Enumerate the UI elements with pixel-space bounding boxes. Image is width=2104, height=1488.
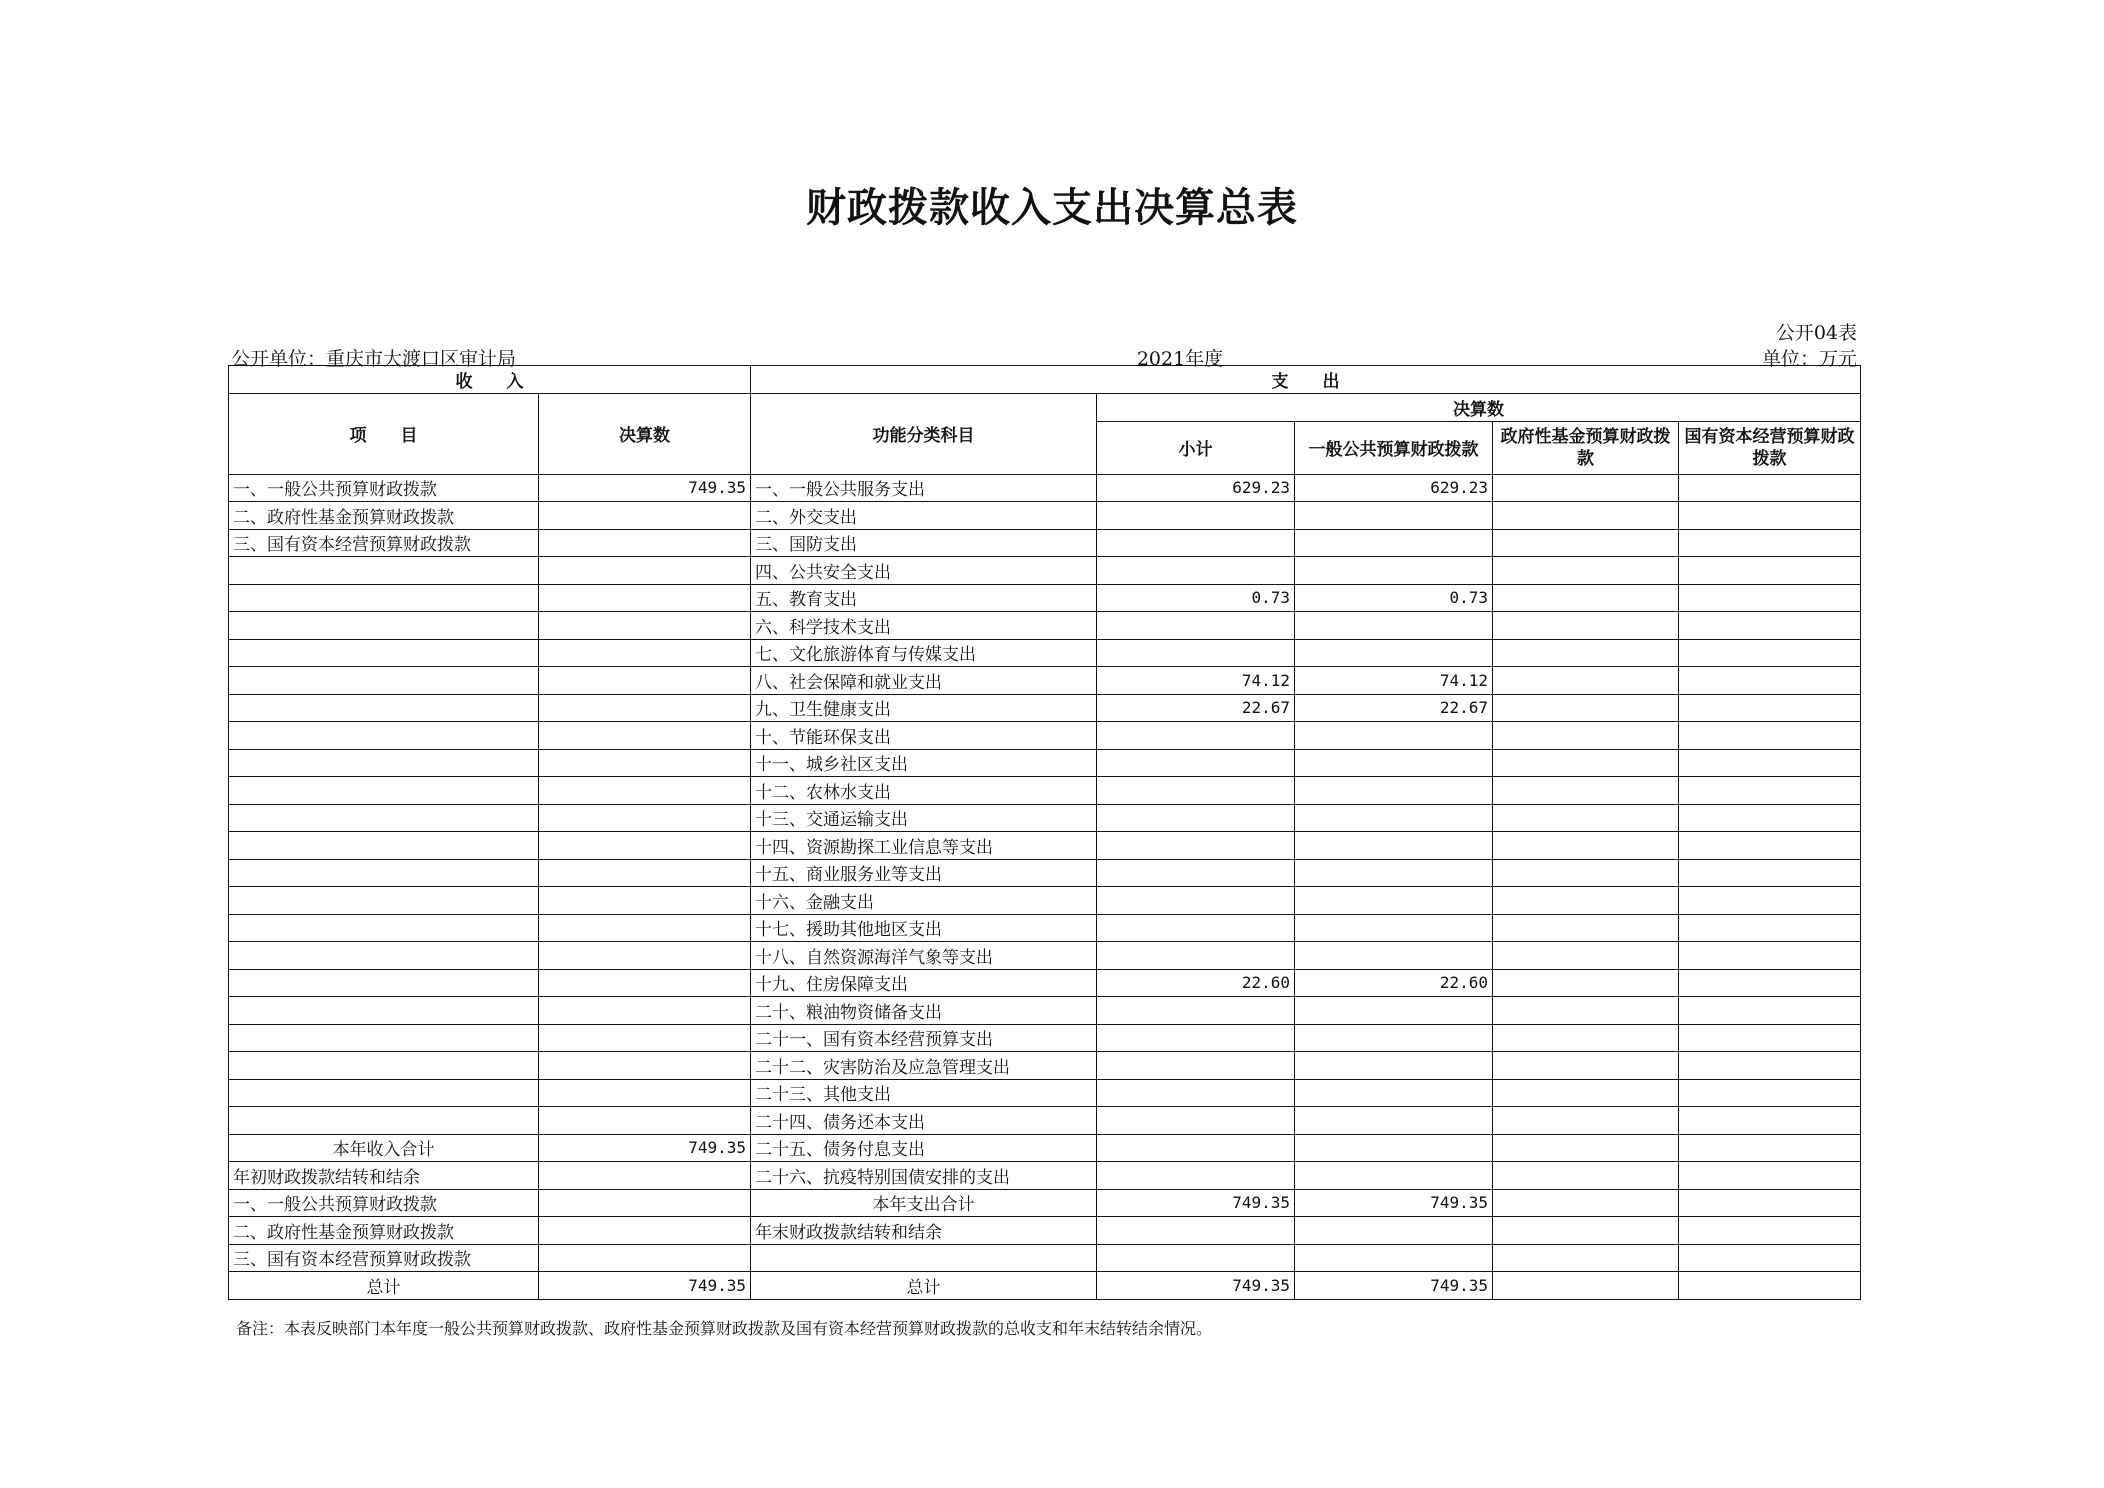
- expense-category-cell: 十八、自然资源海洋气象等支出: [751, 942, 1097, 970]
- income-item-cell: 二、政府性基金预算财政拨款: [229, 502, 539, 530]
- capital-budget-header: 国有资本经营预算财政拨款: [1679, 421, 1861, 474]
- subtotal-cell: [1097, 997, 1295, 1025]
- table-row: [229, 639, 1861, 667]
- income-item-cell: 一、一般公共预算财政拨款: [229, 1189, 539, 1217]
- subtotal-cell: [1097, 639, 1295, 667]
- fund-budget-cell: [1493, 639, 1679, 667]
- general-budget-cell: [1295, 804, 1493, 832]
- capital-budget-cell: [1679, 557, 1861, 585]
- expense-category-cell: 九、卫生健康支出: [751, 694, 1097, 722]
- fund-budget-cell: [1493, 474, 1679, 502]
- general-budget-header: 一般公共预算财政拨款: [1295, 421, 1493, 474]
- fund-budget-cell: [1493, 612, 1679, 640]
- capital-budget-cell: [1679, 1189, 1861, 1217]
- expense-category-cell: 三、国防支出: [751, 529, 1097, 557]
- general-budget-cell: [1295, 887, 1493, 915]
- expense-category-cell: 一、一般公共服务支出: [751, 474, 1097, 502]
- subtotal-cell: [1097, 887, 1295, 915]
- general-budget-cell: [1295, 942, 1493, 970]
- table-row: [229, 1107, 1861, 1135]
- fund-budget-cell: [1493, 749, 1679, 777]
- subtotal-cell: [1097, 1107, 1295, 1135]
- table-row: [229, 667, 1861, 695]
- general-budget-cell: [1295, 749, 1493, 777]
- fund-budget-cell: [1493, 1189, 1679, 1217]
- income-item-cell: [229, 942, 539, 970]
- table-row: [229, 612, 1861, 640]
- table-row: [229, 1024, 1861, 1052]
- fund-budget-cell: [1493, 529, 1679, 557]
- capital-budget-cell: [1679, 749, 1861, 777]
- subtotal-cell: [1097, 749, 1295, 777]
- expense-category-cell: 本年支出合计: [751, 1189, 1097, 1217]
- fund-budget-cell: [1493, 859, 1679, 887]
- table-row: [229, 1244, 1861, 1272]
- subtotal-cell: [1097, 1244, 1295, 1272]
- subtotal-cell: [1097, 1134, 1295, 1162]
- expense-category-cell: 二十三、其他支出: [751, 1079, 1097, 1107]
- capital-budget-cell: [1679, 777, 1861, 805]
- fund-budget-cell: [1493, 1244, 1679, 1272]
- function-category-header: 功能分类科目: [751, 393, 1097, 474]
- subtotal-cell: [1097, 777, 1295, 805]
- general-budget-cell: [1295, 639, 1493, 667]
- fund-budget-cell: [1493, 1024, 1679, 1052]
- income-amount-cell: [539, 887, 751, 915]
- income-item-cell: 本年收入合计: [229, 1134, 539, 1162]
- fund-budget-cell: [1493, 557, 1679, 585]
- expense-category-cell: 二、外交支出: [751, 502, 1097, 530]
- income-item-cell: 三、国有资本经营预算财政拨款: [229, 529, 539, 557]
- expense-category-cell: 二十一、国有资本经营预算支出: [751, 1024, 1097, 1052]
- income-amount-cell: [539, 1189, 751, 1217]
- table-row: [229, 749, 1861, 777]
- general-budget-cell: [1295, 1079, 1493, 1107]
- fund-budget-cell: [1493, 667, 1679, 695]
- income-amount-cell: [539, 639, 751, 667]
- income-item-cell: 一、一般公共预算财政拨款: [229, 474, 539, 502]
- capital-budget-cell: [1679, 584, 1861, 612]
- expense-category-cell: 十四、资源勘探工业信息等支出: [751, 832, 1097, 860]
- general-budget-cell: [1295, 1244, 1493, 1272]
- capital-budget-cell: [1679, 859, 1861, 887]
- table-row: [229, 584, 1861, 612]
- income-item-cell: [229, 694, 539, 722]
- income-item-cell: 三、国有资本经营预算财政拨款: [229, 1244, 539, 1272]
- income-item-cell: [229, 749, 539, 777]
- fund-budget-cell: [1493, 887, 1679, 915]
- income-amount-cell: 749.35: [539, 1134, 751, 1162]
- capital-budget-cell: [1679, 1272, 1861, 1300]
- budget-summary-table: [228, 365, 1861, 1300]
- table-row: [229, 1189, 1861, 1217]
- general-budget-cell: [1295, 777, 1493, 805]
- expense-category-cell: 二十五、债务付息支出: [751, 1134, 1097, 1162]
- expense-category-cell: 十九、住房保障支出: [751, 969, 1097, 997]
- fund-budget-cell: [1493, 832, 1679, 860]
- item-header: 项 目: [229, 393, 539, 474]
- capital-budget-cell: [1679, 1244, 1861, 1272]
- income-amount-cell: [539, 722, 751, 750]
- capital-budget-cell: [1679, 914, 1861, 942]
- income-amount-cell: [539, 969, 751, 997]
- amount-header: 决算数: [539, 393, 751, 474]
- income-amount-cell: [539, 557, 751, 585]
- income-item-cell: [229, 804, 539, 832]
- income-amount-cell: [539, 694, 751, 722]
- capital-budget-cell: [1679, 529, 1861, 557]
- table-row: [229, 694, 1861, 722]
- income-item-cell: [229, 722, 539, 750]
- capital-budget-cell: [1679, 887, 1861, 915]
- table-row: [229, 1134, 1861, 1162]
- expense-category-cell: 二十四、债务还本支出: [751, 1107, 1097, 1135]
- income-item-cell: 年初财政拨款结转和结余: [229, 1162, 539, 1190]
- income-item-cell: 总计: [229, 1272, 539, 1300]
- table-body: [229, 474, 1861, 1299]
- expense-category-cell: 十三、交通运输支出: [751, 804, 1097, 832]
- general-budget-cell: [1295, 1107, 1493, 1135]
- expense-category-cell: 十六、金融支出: [751, 887, 1097, 915]
- income-amount-cell: [539, 914, 751, 942]
- subtotal-cell: 22.60: [1097, 969, 1295, 997]
- fund-budget-cell: [1493, 969, 1679, 997]
- subtotal-cell: [1097, 859, 1295, 887]
- table-row: [229, 1272, 1861, 1300]
- general-budget-cell: [1295, 1162, 1493, 1190]
- income-item-cell: [229, 887, 539, 915]
- income-item-cell: [229, 639, 539, 667]
- capital-budget-cell: [1679, 722, 1861, 750]
- table-row: [229, 914, 1861, 942]
- income-item-cell: [229, 1107, 539, 1135]
- fund-budget-cell: [1493, 1079, 1679, 1107]
- general-budget-cell: [1295, 722, 1493, 750]
- income-amount-cell: [539, 1162, 751, 1190]
- income-amount-cell: [539, 832, 751, 860]
- subtotal-cell: 629.23: [1097, 474, 1295, 502]
- fund-budget-cell: [1493, 914, 1679, 942]
- income-amount-cell: [539, 1244, 751, 1272]
- capital-budget-cell: [1679, 1107, 1861, 1135]
- general-budget-cell: [1295, 1217, 1493, 1245]
- table-row: [229, 832, 1861, 860]
- table-row: [229, 474, 1861, 502]
- table-row: [229, 1052, 1861, 1080]
- footnote: 备注：本表反映部门本年度一般公共预算财政拨款、政府性基金预算财政拨款及国有资本经营预算财政拨款的总收支和年末结转结余情况。: [236, 1319, 1213, 1338]
- fund-budget-cell: [1493, 1107, 1679, 1135]
- expense-category-cell: 总计: [751, 1272, 1097, 1300]
- table-row: [229, 997, 1861, 1025]
- table-row: [229, 804, 1861, 832]
- income-item-cell: [229, 612, 539, 640]
- income-amount-cell: [539, 749, 751, 777]
- fund-budget-cell: [1493, 804, 1679, 832]
- income-item-cell: [229, 914, 539, 942]
- subtotal-cell: 749.35: [1097, 1189, 1295, 1217]
- income-amount-cell: [539, 1079, 751, 1107]
- income-header: 收 入: [229, 366, 751, 394]
- capital-budget-cell: [1679, 639, 1861, 667]
- money-unit: 单位：万元: [1761, 348, 1857, 370]
- general-budget-cell: 74.12: [1295, 667, 1493, 695]
- income-amount-cell: [539, 502, 751, 530]
- subtotal-cell: 749.35: [1097, 1272, 1295, 1300]
- income-item-cell: [229, 667, 539, 695]
- expense-category-cell: 十五、商业服务业等支出: [751, 859, 1097, 887]
- table-row: [229, 722, 1861, 750]
- expense-category-cell: 六、科学技术支出: [751, 612, 1097, 640]
- income-amount-cell: [539, 997, 751, 1025]
- subtotal-cell: [1097, 557, 1295, 585]
- capital-budget-cell: [1679, 612, 1861, 640]
- subtotal-cell: [1097, 1162, 1295, 1190]
- table-row: [229, 502, 1861, 530]
- income-amount-cell: [539, 859, 751, 887]
- income-amount-cell: [539, 777, 751, 805]
- income-amount-cell: [539, 1024, 751, 1052]
- income-item-cell: [229, 997, 539, 1025]
- capital-budget-cell: [1679, 1162, 1861, 1190]
- fund-budget-cell: [1493, 777, 1679, 805]
- income-amount-cell: [539, 584, 751, 612]
- form-number: 公开04表: [1775, 322, 1857, 344]
- income-item-cell: [229, 1024, 539, 1052]
- subtotal-cell: [1097, 502, 1295, 530]
- income-amount-cell: [539, 942, 751, 970]
- subtotal-cell: 22.67: [1097, 694, 1295, 722]
- general-budget-cell: [1295, 914, 1493, 942]
- fund-budget-cell: [1493, 694, 1679, 722]
- general-budget-cell: 0.73: [1295, 584, 1493, 612]
- income-amount-cell: [539, 667, 751, 695]
- income-amount-cell: [539, 1107, 751, 1135]
- capital-budget-cell: [1679, 1134, 1861, 1162]
- general-budget-cell: 22.67: [1295, 694, 1493, 722]
- general-budget-cell: [1295, 557, 1493, 585]
- general-budget-cell: [1295, 502, 1493, 530]
- general-budget-cell: [1295, 997, 1493, 1025]
- subtotal-cell: [1097, 1079, 1295, 1107]
- general-budget-cell: [1295, 1134, 1493, 1162]
- capital-budget-cell: [1679, 969, 1861, 997]
- subtotal-cell: [1097, 722, 1295, 750]
- income-item-cell: [229, 859, 539, 887]
- fund-budget-cell: [1493, 1217, 1679, 1245]
- income-amount-cell: [539, 612, 751, 640]
- income-amount-cell: 749.35: [539, 474, 751, 502]
- capital-budget-cell: [1679, 832, 1861, 860]
- general-budget-cell: 629.23: [1295, 474, 1493, 502]
- table-row: [229, 557, 1861, 585]
- table-row: [229, 859, 1861, 887]
- reporting-unit: 公开单位：重庆市大渡口区审计局: [231, 348, 517, 370]
- income-amount-cell: [539, 1052, 751, 1080]
- income-item-cell: [229, 1079, 539, 1107]
- income-item-cell: [229, 969, 539, 997]
- income-item-cell: [229, 557, 539, 585]
- table-row: [229, 1162, 1861, 1190]
- expense-category-cell: 十一、城乡社区支出: [751, 749, 1097, 777]
- capital-budget-cell: [1679, 1024, 1861, 1052]
- capital-budget-cell: [1679, 502, 1861, 530]
- table-row: [229, 777, 1861, 805]
- subtotal-cell: [1097, 942, 1295, 970]
- capital-budget-cell: [1679, 997, 1861, 1025]
- fund-budget-cell: [1493, 584, 1679, 612]
- income-item-cell: [229, 1052, 539, 1080]
- expense-category-cell: 七、文化旅游体育与传媒支出: [751, 639, 1097, 667]
- subtotal-cell: [1097, 529, 1295, 557]
- subtotal-cell: [1097, 612, 1295, 640]
- subtotal-cell: 74.12: [1097, 667, 1295, 695]
- fund-budget-cell: [1493, 942, 1679, 970]
- table-row: [229, 969, 1861, 997]
- expense-category-cell: 十七、援助其他地区支出: [751, 914, 1097, 942]
- general-budget-cell: [1295, 529, 1493, 557]
- fund-budget-cell: [1493, 1052, 1679, 1080]
- income-item-cell: [229, 832, 539, 860]
- capital-budget-cell: [1679, 1052, 1861, 1080]
- general-budget-cell: 22.60: [1295, 969, 1493, 997]
- expense-category-cell: [751, 1244, 1097, 1272]
- capital-budget-cell: [1679, 667, 1861, 695]
- subtotal-cell: [1097, 804, 1295, 832]
- income-item-cell: [229, 777, 539, 805]
- capital-budget-cell: [1679, 474, 1861, 502]
- income-amount-cell: [539, 804, 751, 832]
- income-amount-cell: [539, 529, 751, 557]
- capital-budget-cell: [1679, 694, 1861, 722]
- table-row: [229, 1079, 1861, 1107]
- table-row: [229, 1217, 1861, 1245]
- subtotal-cell: [1097, 914, 1295, 942]
- capital-budget-cell: [1679, 942, 1861, 970]
- general-budget-cell: 749.35: [1295, 1189, 1493, 1217]
- expense-category-cell: 二十二、灾害防治及应急管理支出: [751, 1052, 1097, 1080]
- expense-category-cell: 二十六、抗疫特别国债安排的支出: [751, 1162, 1097, 1190]
- income-amount-cell: [539, 1217, 751, 1245]
- general-budget-cell: [1295, 1052, 1493, 1080]
- subtotal-cell: [1097, 1217, 1295, 1245]
- general-budget-cell: [1295, 1024, 1493, 1052]
- subtotal-header: 小计: [1097, 421, 1295, 474]
- expense-category-cell: 十二、农林水支出: [751, 777, 1097, 805]
- fund-budget-cell: [1493, 1272, 1679, 1300]
- expense-category-cell: 五、教育支出: [751, 584, 1097, 612]
- subtotal-cell: [1097, 832, 1295, 860]
- expense-category-cell: 四、公共安全支出: [751, 557, 1097, 585]
- general-budget-cell: [1295, 612, 1493, 640]
- general-budget-cell: 749.35: [1295, 1272, 1493, 1300]
- table-row: [229, 887, 1861, 915]
- subtotal-cell: 0.73: [1097, 584, 1295, 612]
- fund-budget-cell: [1493, 1162, 1679, 1190]
- table-row: [229, 942, 1861, 970]
- final-amount-header: 决算数: [1097, 393, 1861, 421]
- subtotal-cell: [1097, 1024, 1295, 1052]
- expense-category-cell: 八、社会保障和就业支出: [751, 667, 1097, 695]
- expense-category-cell: 年末财政拨款结转和结余: [751, 1217, 1097, 1245]
- fund-budget-cell: [1493, 997, 1679, 1025]
- income-item-cell: [229, 584, 539, 612]
- page-title: 财政拨款收入支出决算总表: [806, 185, 1298, 231]
- general-budget-cell: [1295, 832, 1493, 860]
- expense-category-cell: 二十、粮油物资储备支出: [751, 997, 1097, 1025]
- subtotal-cell: [1097, 1052, 1295, 1080]
- fund-budget-cell: [1493, 1134, 1679, 1162]
- fund-budget-cell: [1493, 722, 1679, 750]
- capital-budget-cell: [1679, 1079, 1861, 1107]
- expense-header: 支 出: [751, 366, 1861, 394]
- fund-budget-header: 政府性基金预算财政拨款: [1493, 421, 1679, 474]
- income-amount-cell: 749.35: [539, 1272, 751, 1300]
- table-row: [229, 529, 1861, 557]
- fiscal-year: 2021年度: [1136, 348, 1224, 370]
- general-budget-cell: [1295, 859, 1493, 887]
- capital-budget-cell: [1679, 804, 1861, 832]
- expense-category-cell: 十、节能环保支出: [751, 722, 1097, 750]
- capital-budget-cell: [1679, 1217, 1861, 1245]
- fund-budget-cell: [1493, 502, 1679, 530]
- income-item-cell: 二、政府性基金预算财政拨款: [229, 1217, 539, 1245]
